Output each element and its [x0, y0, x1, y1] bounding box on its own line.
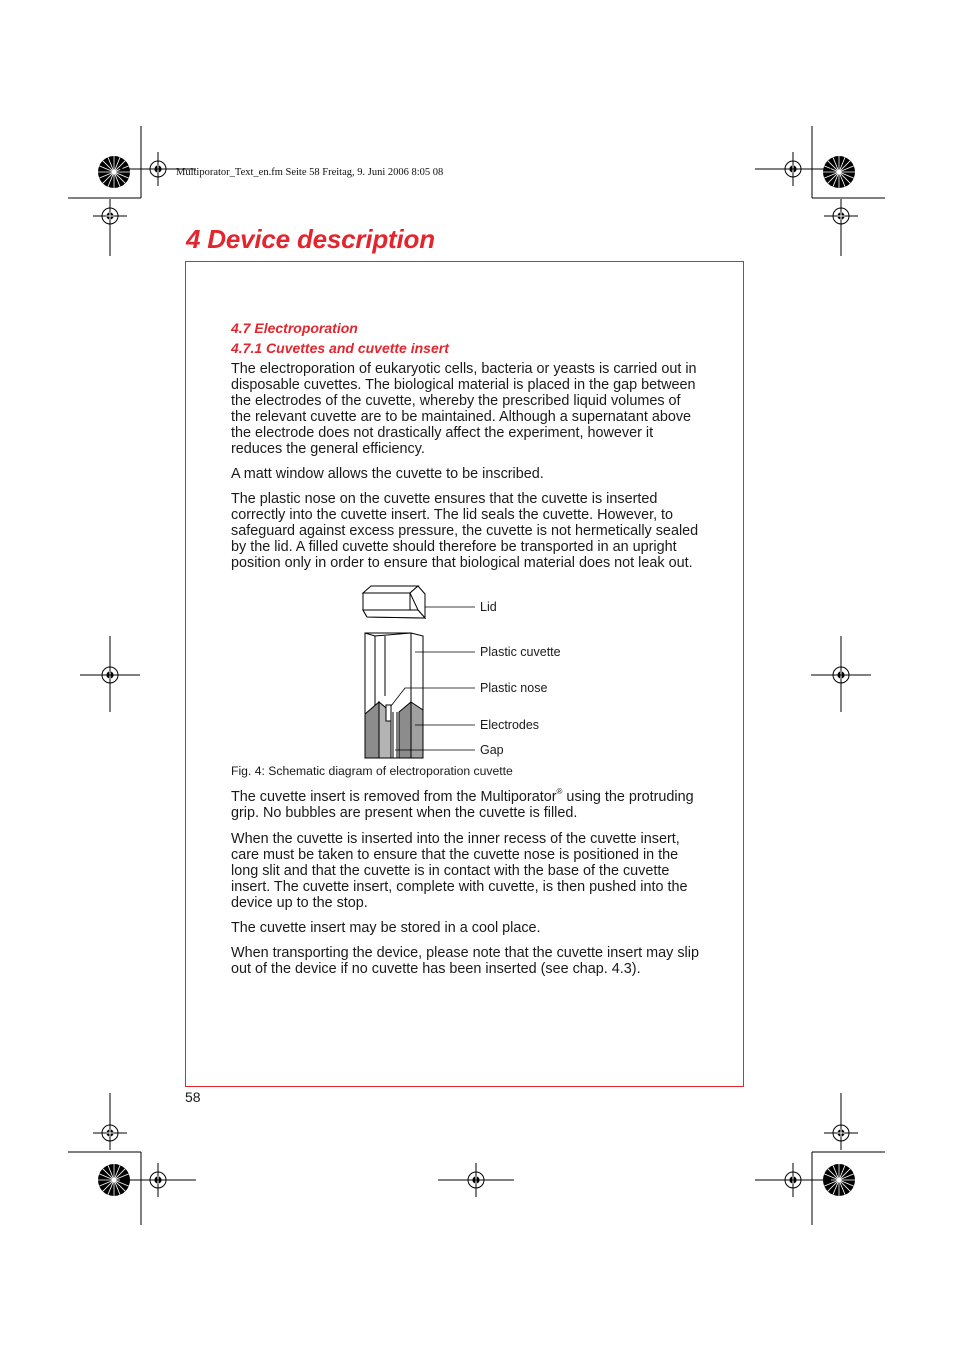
paragraph-4-part-1: The cuvette insert is removed from the Multiporator — [231, 789, 557, 805]
cuvette-diagram — [355, 584, 495, 764]
paragraph-6-text: The cuvette insert may be stored in a cool place. — [231, 920, 541, 936]
label-electrodes: Electrodes — [480, 718, 540, 732]
paragraph-4 — [231, 789, 701, 821]
lid-shape — [363, 586, 425, 618]
paragraph-3 — [231, 491, 701, 571]
paragraph-3-text: The plastic nose on the cuvette ensures that the cuvette is inserted correctly into the cuvette insert. The lid seals the cuvette. However, to safeguard against excess pressure, the cuvette is not hermetically sealed by the lid. A filled cuvette should therefore be transported in an upright position only in order to ensure that biological material does not leak out. — [231, 491, 699, 571]
print-header: Multiporator_Text_en.fm Seite 58 Freitag, 9. Juni 2006 8:05 08 — [176, 167, 444, 178]
label-lid: Lid — [480, 600, 497, 614]
paragraph-2-text: A matt window allows the cuvette to be inscribed. — [231, 466, 544, 482]
paragraph-4-text — [231, 789, 701, 821]
paragraph-7-text: When transporting the device, please note that the cuvette insert may slip out of the device if no cuvette has been inserted (see chap. 4.3). — [231, 945, 699, 977]
paragraph-4-part-2: using the protruding grip. No bubbles are present when the cuvette is filled. — [231, 789, 694, 821]
label-gap: Gap — [480, 743, 504, 757]
paragraph-5-text: When the cuvette is inserted into the inner recess of the cuvette insert, care must be taken to ensure that the cuvette nose is positioned in the long slit and that the cuvette is in contact with the base of the cuvette insert. The cuvette insert, complete with cuvette, is then pushed into the device up to the stop. — [231, 831, 688, 911]
registered-mark: ® — [556, 787, 563, 797]
section-heading: 4.7 Electroporation — [231, 320, 358, 336]
label-plastic-nose: Plastic nose — [480, 681, 548, 695]
paragraph-6 — [231, 920, 701, 936]
page-number: 58 — [185, 1089, 201, 1105]
label-plastic-cuvette: Plastic cuvette — [480, 645, 561, 659]
paragraph-5 — [231, 831, 701, 911]
chapter-title: 4 Device description — [186, 224, 435, 254]
paragraph-7 — [231, 945, 701, 977]
subsection-heading: 4.7.1 Cuvettes and cuvette insert — [231, 340, 449, 356]
paragraph-1 — [231, 361, 701, 457]
paragraph-2 — [231, 466, 701, 482]
paragraph-1-text: The electroporation of eukaryotic cells, bacteria or yeasts is carried out in disposable cuvettes. The biological material is placed in the gap between the electrodes of the cuvette, whereby the prescribed liquid volumes of the relevant cuvette are to be maintained. Although a supernatant above the electrode does not drastically affect the experiment, however it reduces the general efficiency. — [231, 361, 697, 457]
figure-caption: Fig. 4: Schematic diagram of electroporation cuvette — [231, 764, 513, 778]
